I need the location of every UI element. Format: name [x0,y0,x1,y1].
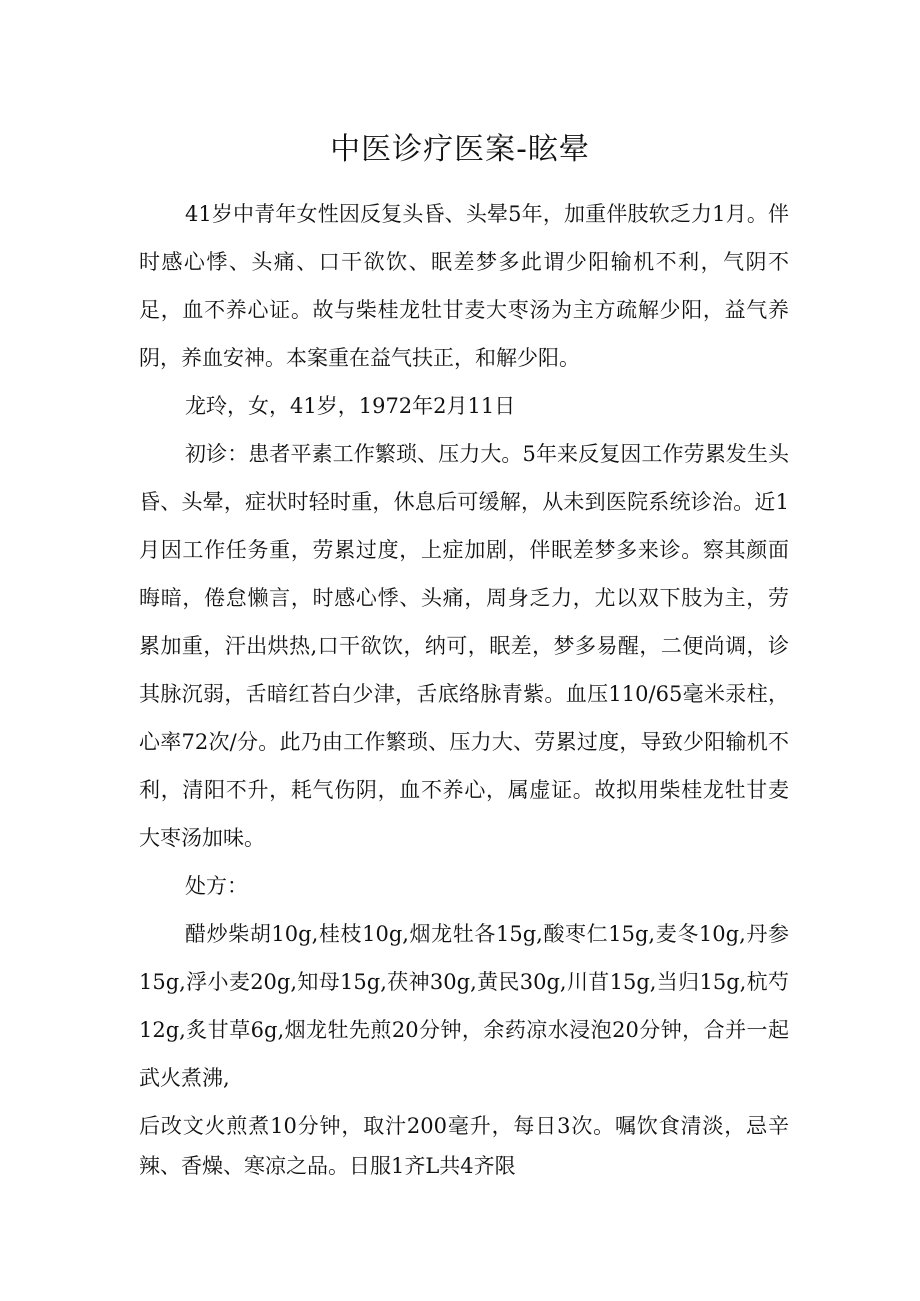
first-visit-paragraph: 初诊：患者平素工作繁琐、压力大。5年来反复因工作劳累发生头昏、头晕，症状时轻时重，休息后可缓解，从未到医院系统诊治。近1月因工作任务重，劳累过度，上症加剧，伴眠差梦多来诊。察其颜面晦暗，倦怠懒言，时感心悸、头痛，周身乏力，尤以双下肢为主，劳累加重，汗出烘热,口干欲饮，纳可，眠差，梦多易醒，二便尚调，诊其脉沉弱，舌暗红苔白少津，舌底络脉青紫。血压110/65毫米汞柱，心率72次/分。此乃由工作繁琐、压力大、劳累过度，导致少阳输机不利，清阳不升，耗气伤阴，血不养心，属虚证。故拟用柴桂龙牡甘麦大枣汤加味。 [139,442,789,850]
prescription-label: 处方： [185,874,248,898]
document-title: 中医诊疗医案-眩晕 [330,132,590,167]
prescription-herbs-paragraph: 醋炒柴胡10g,桂枝10g,烟龙牡各15g,酸枣仁15g,麦冬10g,丹参15g,浮小麦20g,知母15g,茯神30g,黄民30g,川苜15g,当归15g,杭芍12g,炙甘草6g,烟龙牡先煎20分钟，余药凉水浸泡20分钟，合并一起武火煮沸, [139,922,789,1090]
patient-info-line: 龙玲，女，41岁，1972年2月11日 [185,394,516,418]
case-summary-paragraph: 41岁中青年女性因反复头昏、头晕5年，加重伴肢软乏力1月。伴时感心悸、头痛、口干欲饮、眠差梦多此谓少阳输机不利，气阴不足，血不养心证。故与柴桂龙牡甘麦大枣汤为主方疏解少阳，益气养阴，养血安神。本案重在益气扶正，和解少阳。 [139,202,789,370]
prescription-instructions-paragraph: 后改文火煎煮10分钟，取汁200毫升，每日3次。嘱饮食清淡，忌辛辣、香燥、寒凉之品。日服1齐L共4齐限 [139,1114,789,1178]
